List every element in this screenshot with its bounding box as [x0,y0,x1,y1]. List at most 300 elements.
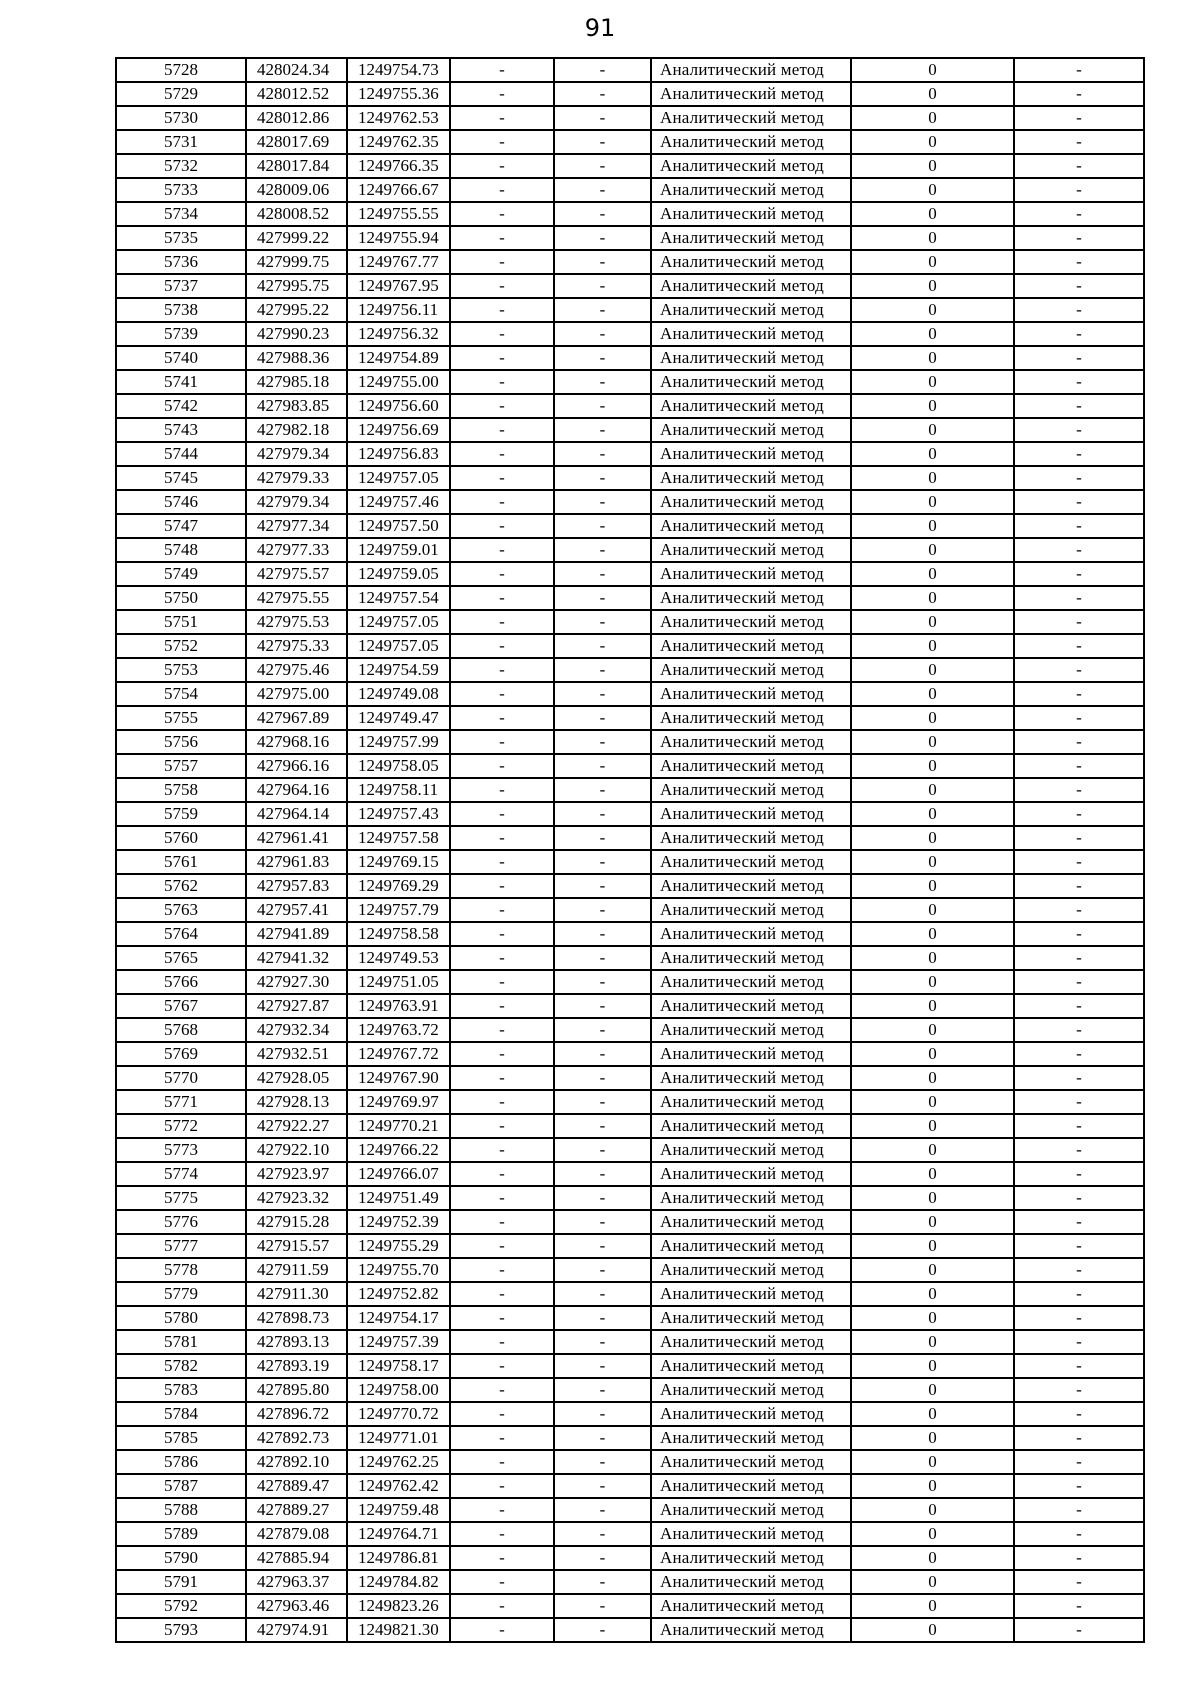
method-cell: Аналитический метод [651,946,851,970]
dash-cell: - [450,562,554,586]
accuracy-cell: 0 [851,1450,1014,1474]
x-coordinate-cell: 427975.00 [246,682,347,706]
point-number-cell: 5742 [116,394,246,418]
dash-cell: - [554,250,651,274]
accuracy-cell: 0 [851,802,1014,826]
method-cell: Аналитический метод [651,370,851,394]
method-cell: Аналитический метод [651,394,851,418]
dash-cell: - [554,946,651,970]
table-row [116,634,1144,658]
method-cell: Аналитический метод [651,82,851,106]
dash-cell: - [1014,1186,1144,1210]
x-coordinate-cell: 427895.80 [246,1378,347,1402]
point-number-cell: 5729 [116,82,246,106]
accuracy-cell: 0 [851,370,1014,394]
dash-cell: - [554,1138,651,1162]
dash-cell: - [1014,994,1144,1018]
y-coordinate-cell: 1249757.05 [347,610,450,634]
dash-cell: - [450,586,554,610]
table-row [116,1354,1144,1378]
dash-cell: - [554,1546,651,1570]
method-cell: Аналитический метод [651,1546,851,1570]
method-cell: Аналитический метод [651,1042,851,1066]
x-coordinate-cell: 427979.34 [246,442,347,466]
point-number-cell: 5756 [116,730,246,754]
accuracy-cell: 0 [851,226,1014,250]
method-cell: Аналитический метод [651,538,851,562]
y-coordinate-cell: 1249758.00 [347,1378,450,1402]
dash-cell: - [554,1378,651,1402]
accuracy-cell: 0 [851,1258,1014,1282]
dash-cell: - [1014,1162,1144,1186]
dash-cell: - [1014,658,1144,682]
dash-cell: - [554,778,651,802]
dash-cell: - [1014,802,1144,826]
dash-cell: - [554,1090,651,1114]
dash-cell: - [1014,610,1144,634]
point-number-cell: 5757 [116,754,246,778]
point-number-cell: 5793 [116,1618,246,1642]
accuracy-cell: 0 [851,538,1014,562]
dash-cell: - [1014,1090,1144,1114]
point-number-cell: 5731 [116,130,246,154]
table-body [116,58,1144,1642]
accuracy-cell: 0 [851,658,1014,682]
dash-cell: - [450,1042,554,1066]
method-cell: Аналитический метод [651,130,851,154]
y-coordinate-cell: 1249766.22 [347,1138,450,1162]
point-number-cell: 5785 [116,1426,246,1450]
dash-cell: - [554,1258,651,1282]
x-coordinate-cell: 428012.52 [246,82,347,106]
point-number-cell: 5781 [116,1330,246,1354]
dash-cell: - [1014,1450,1144,1474]
accuracy-cell: 0 [851,634,1014,658]
dash-cell: - [1014,154,1144,178]
x-coordinate-cell: 427966.16 [246,754,347,778]
table-row [116,1450,1144,1474]
accuracy-cell: 0 [851,1234,1014,1258]
method-cell: Аналитический метод [651,634,851,658]
table-row [116,778,1144,802]
accuracy-cell: 0 [851,1282,1014,1306]
y-coordinate-cell: 1249767.95 [347,274,450,298]
x-coordinate-cell: 427975.46 [246,658,347,682]
table-row [116,730,1144,754]
dash-cell: - [450,682,554,706]
dash-cell: - [554,1210,651,1234]
method-cell: Аналитический метод [651,346,851,370]
x-coordinate-cell: 427964.14 [246,802,347,826]
accuracy-cell: 0 [851,1306,1014,1330]
table-row [116,1066,1144,1090]
dash-cell: - [1014,514,1144,538]
accuracy-cell: 0 [851,946,1014,970]
accuracy-cell: 0 [851,970,1014,994]
dash-cell: - [1014,178,1144,202]
method-cell: Аналитический метод [651,1066,851,1090]
method-cell: Аналитический метод [651,1498,851,1522]
point-number-cell: 5743 [116,418,246,442]
dash-cell: - [554,1474,651,1498]
dash-cell: - [554,298,651,322]
point-number-cell: 5765 [116,946,246,970]
accuracy-cell: 0 [851,1330,1014,1354]
x-coordinate-cell: 427927.30 [246,970,347,994]
x-coordinate-cell: 427915.28 [246,1210,347,1234]
dash-cell: - [554,1066,651,1090]
x-coordinate-cell: 427975.53 [246,610,347,634]
method-cell: Аналитический метод [651,802,851,826]
point-number-cell: 5755 [116,706,246,730]
table-row [116,850,1144,874]
method-cell: Аналитический метод [651,586,851,610]
dash-cell: - [450,874,554,898]
table-row [116,466,1144,490]
table-row [116,1210,1144,1234]
point-number-cell: 5739 [116,322,246,346]
method-cell: Аналитический метод [651,154,851,178]
dash-cell: - [450,634,554,658]
point-number-cell: 5779 [116,1282,246,1306]
x-coordinate-cell: 427911.30 [246,1282,347,1306]
x-coordinate-cell: 427988.36 [246,346,347,370]
accuracy-cell: 0 [851,1594,1014,1618]
x-coordinate-cell: 427979.33 [246,466,347,490]
accuracy-cell: 0 [851,490,1014,514]
accuracy-cell: 0 [851,1138,1014,1162]
dash-cell: - [450,1282,554,1306]
table-row [116,442,1144,466]
table-row [116,1498,1144,1522]
x-coordinate-cell: 427977.34 [246,514,347,538]
dash-cell: - [554,1018,651,1042]
accuracy-cell: 0 [851,610,1014,634]
y-coordinate-cell: 1249752.39 [347,1210,450,1234]
dash-cell: - [450,1138,554,1162]
point-number-cell: 5773 [116,1138,246,1162]
method-cell: Аналитический метод [651,1330,851,1354]
accuracy-cell: 0 [851,706,1014,730]
point-number-cell: 5740 [116,346,246,370]
dash-cell: - [554,274,651,298]
x-coordinate-cell: 427999.75 [246,250,347,274]
table-row [116,1546,1144,1570]
table-row [116,1306,1144,1330]
dash-cell: - [450,826,554,850]
table-row [116,490,1144,514]
dash-cell: - [554,970,651,994]
dash-cell: - [554,82,651,106]
accuracy-cell: 0 [851,1066,1014,1090]
dash-cell: - [450,274,554,298]
table-row [116,1114,1144,1138]
accuracy-cell: 0 [851,1474,1014,1498]
y-coordinate-cell: 1249756.60 [347,394,450,418]
dash-cell: - [554,562,651,586]
dash-cell: - [1014,1138,1144,1162]
dash-cell: - [450,778,554,802]
dash-cell: - [1014,130,1144,154]
x-coordinate-cell: 427889.27 [246,1498,347,1522]
dash-cell: - [1014,466,1144,490]
x-coordinate-cell: 427922.10 [246,1138,347,1162]
accuracy-cell: 0 [851,106,1014,130]
table-row [116,346,1144,370]
dash-cell: - [1014,418,1144,442]
point-number-cell: 5738 [116,298,246,322]
point-number-cell: 5761 [116,850,246,874]
accuracy-cell: 0 [851,1018,1014,1042]
accuracy-cell: 0 [851,1570,1014,1594]
method-cell: Аналитический метод [651,730,851,754]
method-cell: Аналитический метод [651,1210,851,1234]
method-cell: Аналитический метод [651,250,851,274]
accuracy-cell: 0 [851,730,1014,754]
accuracy-cell: 0 [851,922,1014,946]
dash-cell: - [1014,346,1144,370]
y-coordinate-cell: 1249771.01 [347,1426,450,1450]
accuracy-cell: 0 [851,1402,1014,1426]
method-cell: Аналитический метод [651,1570,851,1594]
y-coordinate-cell: 1249752.82 [347,1282,450,1306]
table-row [116,58,1144,82]
x-coordinate-cell: 427915.57 [246,1234,347,1258]
accuracy-cell: 0 [851,274,1014,298]
accuracy-cell: 0 [851,754,1014,778]
method-cell: Аналитический метод [651,106,851,130]
x-coordinate-cell: 427889.47 [246,1474,347,1498]
dash-cell: - [554,802,651,826]
table-row [116,682,1144,706]
y-coordinate-cell: 1249749.47 [347,706,450,730]
point-number-cell: 5733 [116,178,246,202]
x-coordinate-cell: 427879.08 [246,1522,347,1546]
x-coordinate-cell: 427985.18 [246,370,347,394]
y-coordinate-cell: 1249759.48 [347,1498,450,1522]
point-number-cell: 5746 [116,490,246,514]
point-number-cell: 5782 [116,1354,246,1378]
point-number-cell: 5732 [116,154,246,178]
y-coordinate-cell: 1249754.17 [347,1306,450,1330]
dash-cell: - [554,58,651,82]
dash-cell: - [1014,730,1144,754]
method-cell: Аналитический метод [651,1258,851,1282]
point-number-cell: 5752 [116,634,246,658]
y-coordinate-cell: 1249821.30 [347,1618,450,1642]
dash-cell: - [450,82,554,106]
accuracy-cell: 0 [851,322,1014,346]
table-row [116,154,1144,178]
dash-cell: - [1014,106,1144,130]
dash-cell: - [450,322,554,346]
y-coordinate-cell: 1249770.21 [347,1114,450,1138]
table-row [116,922,1144,946]
dash-cell: - [1014,778,1144,802]
y-coordinate-cell: 1249763.72 [347,1018,450,1042]
dash-cell: - [1014,1282,1144,1306]
dash-cell: - [554,1354,651,1378]
method-cell: Аналитический метод [651,922,851,946]
method-cell: Аналитический метод [651,1186,851,1210]
y-coordinate-cell: 1249757.43 [347,802,450,826]
accuracy-cell: 0 [851,1114,1014,1138]
dash-cell: - [1014,274,1144,298]
dash-cell: - [1014,1018,1144,1042]
accuracy-cell: 0 [851,1546,1014,1570]
x-coordinate-cell: 428017.69 [246,130,347,154]
dash-cell: - [1014,970,1144,994]
dash-cell: - [554,1426,651,1450]
dash-cell: - [450,1426,554,1450]
accuracy-cell: 0 [851,1354,1014,1378]
dash-cell: - [450,730,554,754]
x-coordinate-cell: 428017.84 [246,154,347,178]
x-coordinate-cell: 427975.33 [246,634,347,658]
table-row [116,538,1144,562]
dash-cell: - [554,202,651,226]
method-cell: Аналитический метод [651,490,851,514]
table-row [116,1474,1144,1498]
y-coordinate-cell: 1249763.91 [347,994,450,1018]
y-coordinate-cell: 1249756.69 [347,418,450,442]
table-row [116,1258,1144,1282]
y-coordinate-cell: 1249754.59 [347,658,450,682]
dash-cell: - [1014,922,1144,946]
dash-cell: - [554,466,651,490]
accuracy-cell: 0 [851,466,1014,490]
dash-cell: - [450,202,554,226]
x-coordinate-cell: 427941.89 [246,922,347,946]
point-number-cell: 5745 [116,466,246,490]
table-row [116,250,1144,274]
accuracy-cell: 0 [851,1186,1014,1210]
x-coordinate-cell: 427932.34 [246,1018,347,1042]
x-coordinate-cell: 427995.22 [246,298,347,322]
point-number-cell: 5748 [116,538,246,562]
table-row [116,1186,1144,1210]
dash-cell: - [554,106,651,130]
dash-cell: - [450,1498,554,1522]
point-number-cell: 5787 [116,1474,246,1498]
point-number-cell: 5759 [116,802,246,826]
dash-cell: - [450,418,554,442]
dash-cell: - [554,442,651,466]
point-number-cell: 5792 [116,1594,246,1618]
method-cell: Аналитический метод [651,442,851,466]
method-cell: Аналитический метод [651,226,851,250]
dash-cell: - [450,802,554,826]
dash-cell: - [450,1330,554,1354]
dash-cell: - [1014,490,1144,514]
dash-cell: - [450,922,554,946]
x-coordinate-cell: 427974.91 [246,1618,347,1642]
dash-cell: - [554,898,651,922]
point-number-cell: 5762 [116,874,246,898]
method-cell: Аналитический метод [651,658,851,682]
dash-cell: - [1014,538,1144,562]
x-coordinate-cell: 428009.06 [246,178,347,202]
point-number-cell: 5728 [116,58,246,82]
dash-cell: - [1014,1114,1144,1138]
dash-cell: - [554,922,651,946]
dash-cell: - [554,1234,651,1258]
method-cell: Аналитический метод [651,1618,851,1642]
y-coordinate-cell: 1249762.25 [347,1450,450,1474]
x-coordinate-cell: 427983.85 [246,394,347,418]
point-number-cell: 5768 [116,1018,246,1042]
method-cell: Аналитический метод [651,754,851,778]
point-number-cell: 5780 [116,1306,246,1330]
point-number-cell: 5786 [116,1450,246,1474]
dash-cell: - [1014,850,1144,874]
dash-cell: - [1014,1522,1144,1546]
x-coordinate-cell: 427923.32 [246,1186,347,1210]
point-number-cell: 5751 [116,610,246,634]
table-row [116,1138,1144,1162]
dash-cell: - [450,466,554,490]
dash-cell: - [1014,946,1144,970]
table-row [116,1426,1144,1450]
point-number-cell: 5734 [116,202,246,226]
dash-cell: - [1014,1426,1144,1450]
method-cell: Аналитический метод [651,850,851,874]
table-row [116,994,1144,1018]
dash-cell: - [1014,706,1144,730]
table-row [116,610,1144,634]
dash-cell: - [554,850,651,874]
table-row [116,586,1144,610]
dash-cell: - [450,1186,554,1210]
x-coordinate-cell: 427957.83 [246,874,347,898]
table-row [116,394,1144,418]
accuracy-cell: 0 [851,562,1014,586]
dash-cell: - [554,322,651,346]
dash-cell: - [1014,394,1144,418]
accuracy-cell: 0 [851,826,1014,850]
table-row [116,1330,1144,1354]
accuracy-cell: 0 [851,1522,1014,1546]
point-number-cell: 5766 [116,970,246,994]
dash-cell: - [1014,754,1144,778]
point-number-cell: 5791 [116,1570,246,1594]
dash-cell: - [450,994,554,1018]
dash-cell: - [1014,874,1144,898]
point-number-cell: 5777 [116,1234,246,1258]
x-coordinate-cell: 427941.32 [246,946,347,970]
dash-cell: - [450,250,554,274]
x-coordinate-cell: 427963.37 [246,1570,347,1594]
dash-cell: - [450,1474,554,1498]
method-cell: Аналитический метод [651,898,851,922]
y-coordinate-cell: 1249757.05 [347,634,450,658]
y-coordinate-cell: 1249769.29 [347,874,450,898]
dash-cell: - [554,130,651,154]
accuracy-cell: 0 [851,82,1014,106]
accuracy-cell: 0 [851,1498,1014,1522]
page-number: 91 [584,14,616,42]
dash-cell: - [554,490,651,514]
dash-cell: - [554,1114,651,1138]
point-number-cell: 5736 [116,250,246,274]
point-number-cell: 5760 [116,826,246,850]
dash-cell: - [554,1618,651,1642]
table-row [116,418,1144,442]
dash-cell: - [554,418,651,442]
x-coordinate-cell: 427977.33 [246,538,347,562]
table-row [116,826,1144,850]
table-row [116,706,1144,730]
